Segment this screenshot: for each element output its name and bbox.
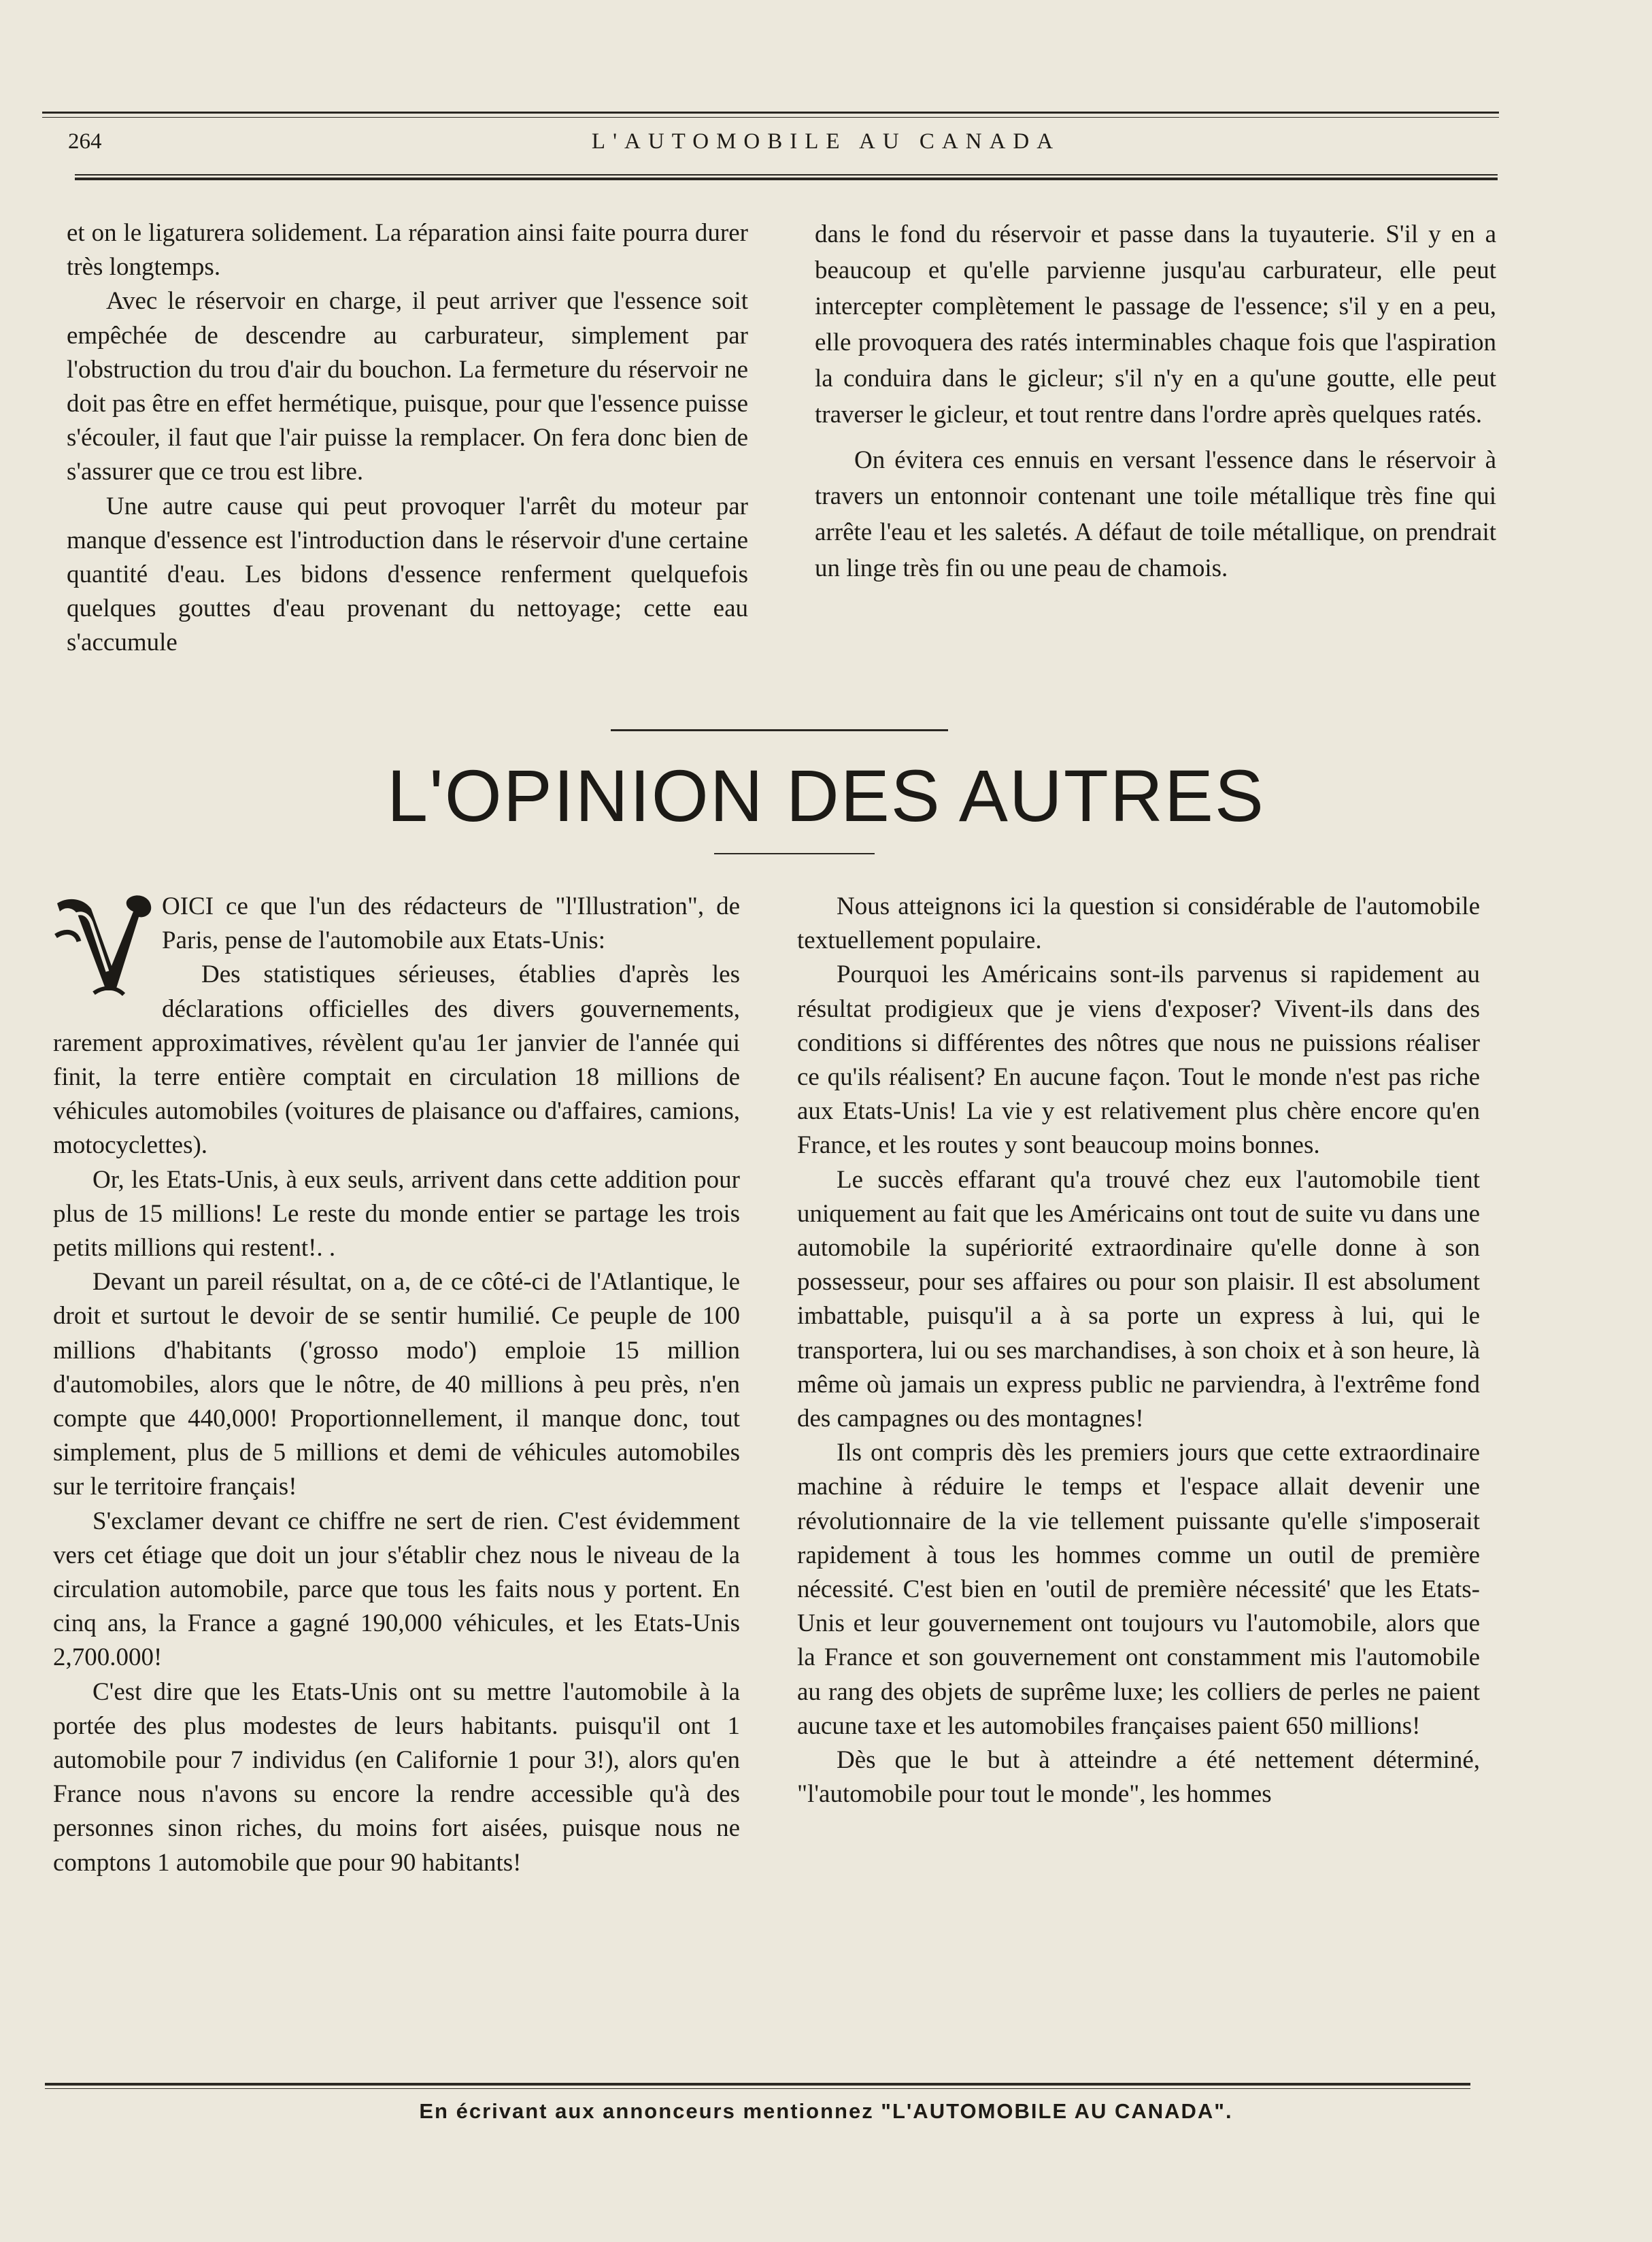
header-rule-bottom-thick	[75, 178, 1498, 180]
section-rule-bottom	[714, 853, 875, 854]
paragraph: dans le fond du réservoir et passe dans la tuyauterie. S'il y en a beaucoup et qu'elle parvienne jusqu'au carburateur, elle peut intercepter complètement le passage de l'essence; s'il y en a peu, elle provoquera des ratés interminables chaque fois que l'aspiration la conduira dans le gicleur; s'il n'y en a qu'une goutte, elle peut traverser le gicleur, et tout rentre dans l'ordre après quelques ratés.	[815, 220, 1496, 429]
paragraph: Une autre cause qui peut provoquer l'arrêt du moteur par manque d'essence est l'introduction dans le réservoir d'une certaine quantité d'eau. Les bidons d'essence renferment quelquefois quelques gouttes d'eau provenant du nettoyage; cette eau s'accumule	[67, 492, 748, 657]
top-left-column	[67, 216, 748, 660]
paragraph: Pourquoi les Américains sont-ils parvenus si rapidement au résultat prodigieux que je viens d'exposer? Vivent-ils dans des conditions si différentes des nôtres que nous ne puissions réaliser ce qu'ils réalisent? En aucune façon. Tout le monde n'est pas riche aux Etats-Unis! La vie y est relativement plus chère encore qu'en France, et les routes y sont beaucoup moins bonnes.	[797, 960, 1480, 1160]
section-title: L'OPINION DES AUTRES	[387, 754, 1265, 837]
paragraph: S'exclamer devant ce chiffre ne sert de rien. C'est évidemment vers cet étiage que doit un jour s'établir chez nous le niveau de la circulation automobile, parce que tous les faits nous y portent. En cinq ans, la France a gagné 190,000 véhicules, et les Etats-Unis 2,700.000!	[53, 1507, 740, 1672]
top-right-column	[815, 216, 1496, 586]
paragraph: Devant un pareil résultat, on a, de ce côté-ci de l'Atlantique, le droit et surtout le devoir de se sentir humilié. Ce peuple de 100 millions d'habitants ('grosso modo') emploie 15 million d'automobiles, alors que le nôtre, de 40 millions à peu près, n'en compte que 440,000! Proportionnellement, il manque donc, tout simplement, plus de 5 millions et demi de véhicules automobiles sur le territoire français!	[53, 1268, 740, 1501]
paragraph: Des statistiques sérieuses, établies d'après les déclarations officielles des divers gouvernements, rarement approximatives, révèlent qu'au 1er janvier de l'année qui finit, la terre entière comptait en circulation 18 millions de véhicules automobiles (voitures de plaisance ou d'affaires, camions, motocyclettes).	[53, 960, 740, 1160]
paragraph: Or, les Etats-Unis, à eux seuls, arrivent dans cette addition pour plus de 15 millions! Le reste du monde entier se partage les trois petits millions qui restent!. .	[53, 1165, 740, 1262]
header-rule-bottom	[75, 174, 1498, 175]
bottom-right-column	[797, 890, 1480, 1811]
paragraph: Ils ont compris dès les premiers jours que cette extraordinaire machine à réduire le temps et l'espace allait devenir une révolutionnaire de la vie tellement puissante qu'elle s'imposerait rapidement à tous les hommes comme un outil de première nécessité. C'est bien en 'outil de première nécessité' que les Etats-Unis et leur gouvernement ont toujours vu l'automobile, alors que la France et son gouvernement ont constamment mis l'automobile au rang des objets de suprême luxe; les colliers de perles ne paient aucune taxe et les automobiles françaises paient 650 millions!	[797, 1439, 1480, 1740]
section-rule-top	[611, 729, 948, 731]
header-rule-top-thin	[42, 117, 1499, 118]
running-title: L'AUTOMOBILE AU CANADA	[591, 129, 1061, 154]
ornamental-dropcap-v-icon	[53, 891, 155, 999]
footer-advertiser-note: En écrivant aux annonceurs mentionnez "L'AUTOMOBILE AU CANADA".	[419, 2099, 1233, 2123]
paragraph: Dès que le but à atteindre a été nettement déterminé, "l'automobile pour tout le monde", les hommes	[797, 1746, 1480, 1809]
paragraph: Nous atteignons ici la question si considérable de l'automobile textuellement populaire.	[797, 892, 1480, 955]
footer-rule-thick	[45, 2083, 1470, 2086]
footer-rule-thin	[45, 2088, 1470, 2089]
paragraph: Avec le réservoir en charge, il peut arriver que l'essence soit empêchée de descendre au carburateur, simplement par l'obstruction du trou d'air du bouchon. La fermeture du réservoir ne doit pas être en effet hermétique, puisque, pour que l'essence puisse s'écouler, il faut que l'air puisse la remplacer. On fera donc bien de s'assurer que ce trou est libre.	[67, 287, 748, 486]
paragraph: Le succès effarant qu'a trouvé chez eux l'automobile tient uniquement au fait que les Américains ont tout de suite vu dans une automobile la supériorité extraordinaire qu'elle donne à son possesseur, pour ses affaires ou pour son plaisir. Il est absolument imbattable, puisqu'il a à sa porte un express à lui, qui le transportera, lui ou ses marchandises, à son choix et à son heure, là même où jamais un express public ne parviendra, à l'extrême fond des campagnes ou des montagnes!	[797, 1165, 1480, 1433]
paragraph: On évitera ces ennuis en versant l'essence dans le réservoir à travers un entonnoir contenant une toile métallique très fine qui arrête l'eau et les saletés. A défaut de toile métallique, on prendrait un linge très fin ou une peau de chamois.	[815, 446, 1496, 582]
intro-paragraph: OICI ce que l'un des rédacteurs de "l'Illustration", de Paris, pense de l'automobile aux Etats-Unis:	[162, 892, 740, 955]
paragraph: et on le ligaturera solidement. La réparation ainsi faite pourra durer très longtemps.	[67, 219, 748, 282]
bottom-left-column	[53, 890, 740, 1880]
page-number: 264	[68, 129, 102, 154]
paragraph: C'est dire que les Etats-Unis ont su mettre l'automobile à la portée des plus modestes de leurs habitants. puisqu'il ont 1 automobile pour 7 individus (en Californie 1 pour 3!), alors qu'en France nous n'avons su encore la rendre accessible qu'à des personnes sinon riches, du moins fort aisées, puisque nous ne comptons 1 automobile que pour 90 habitants!	[53, 1677, 740, 1877]
header-rule-top	[42, 112, 1499, 114]
